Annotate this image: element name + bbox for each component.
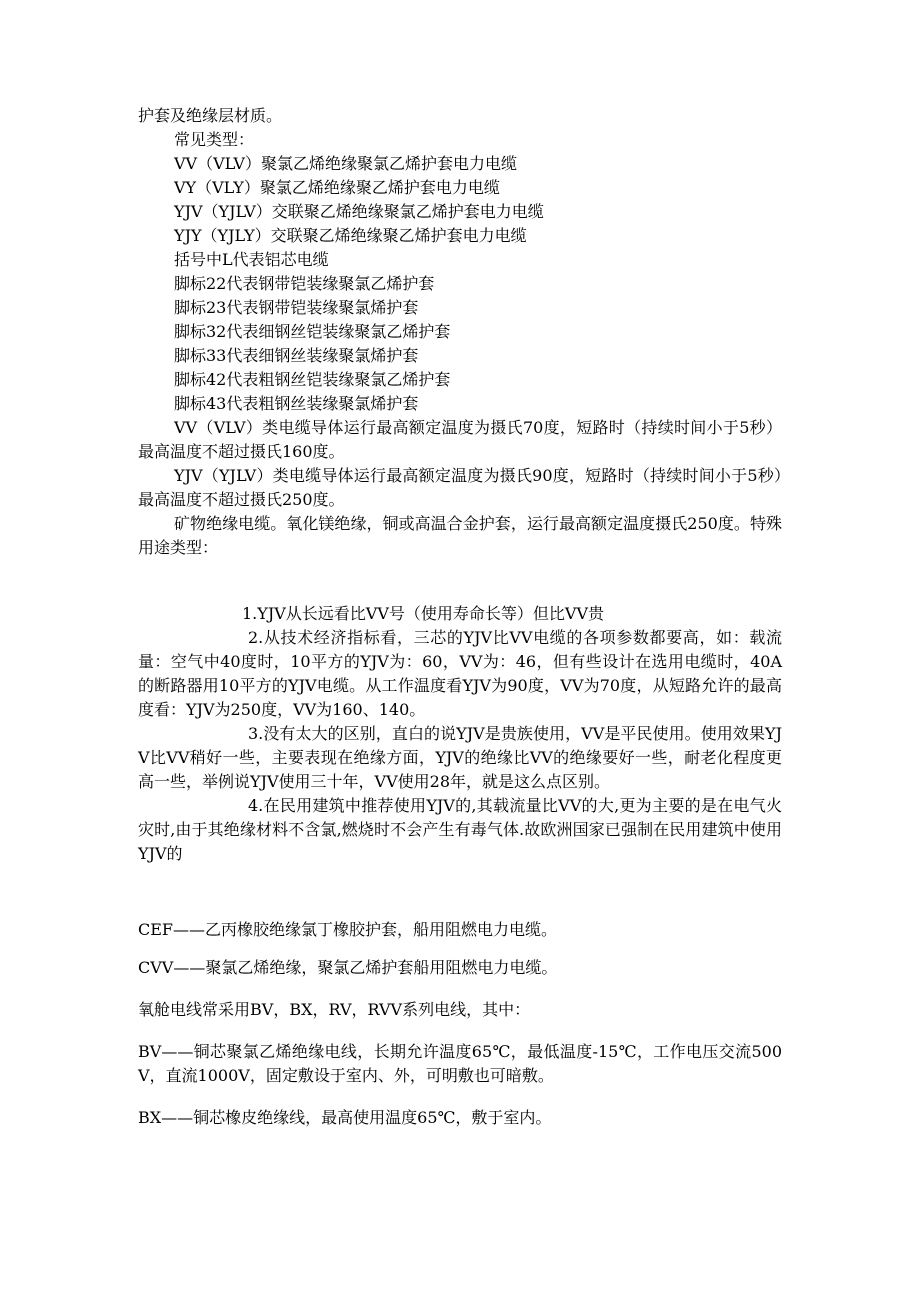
cvv-cable-paragraph: CVV——聚氯乙烯绝缘，聚氯乙烯护套船用阻燃电力电缆。 — [138, 958, 558, 977]
list-item: 脚标43代表粗钢丝装缘聚氯烯护套 — [174, 394, 419, 413]
bx-wire-paragraph: BX——铜芯橡皮绝缘线，最高使用温度65℃，敷于室内。 — [138, 1108, 552, 1127]
list-item: 脚标22代表钢带铠装缘聚氯乙烯护套 — [174, 274, 435, 293]
list-item: VY（VLY）聚氯乙烯绝缘聚乙烯护套电力电缆 — [174, 178, 500, 197]
cef-cable-paragraph: CEF——乙丙橡胶绝缘氯丁橡胶护套，船用阻燃电力电缆。 — [138, 920, 558, 939]
list-item: 括号中L代表铝芯电缆 — [174, 250, 329, 269]
spacer — [138, 560, 782, 602]
document-page — [138, 104, 782, 1130]
list-item: 常见类型： — [174, 130, 255, 149]
yjv-temperature-paragraph: YJV（YJLV）类电缆导体运行最高额定温度为摄氏90度，短路时（持续时间小于5秒）最高温度不超过摄氏250度。 — [138, 466, 782, 509]
list-item: 脚标33代表细钢丝装缘聚氯烯护套 — [174, 346, 419, 365]
comparison-item-2: 2.从技术经济指标看，三芯的YJV比VV电缆的各项参数都要高，如：载流量：空气中40度时，10平方的YJV为：60，VV为：46，但有些设计在选用电缆时，40A的断路器用10平方的YJV电缆。从工作温度看YJV为90度，VV为70度，从短路允许的最高度看：YJV为250度，VV为160、140。 — [138, 628, 782, 719]
oxygen-chamber-paragraph: 氧舱电线常采用BV，BX，RV，RVV系列电线，其中： — [138, 1000, 531, 1019]
list-item: 脚标32代表细钢丝铠装缘聚氯乙烯护套 — [174, 322, 451, 341]
list-item: 脚标23代表钢带铠装缘聚氯烯护套 — [174, 298, 419, 317]
list-item: VV（VLV）聚氯乙烯绝缘聚氯乙烯护套电力电缆 — [174, 154, 517, 173]
list-item: 脚标42代表粗钢丝铠装缘聚氯乙烯护套 — [174, 370, 451, 389]
list-item: YJV（YJLV）交联聚乙烯绝缘聚氯乙烯护套电力电缆 — [174, 202, 544, 221]
bv-wire-paragraph: BV——铜芯聚氯乙烯绝缘电线，长期允许温度65℃，最低温度-15℃，工作电压交流500V，直流1000V，固定敷设于室内、外，可明敷也可暗敷。 — [138, 1042, 782, 1085]
comparison-item-3: 3.没有太大的区别，直白的说YJV是贵族使用，VV是平民使用。使用效果YJV比VV稍好一些，主要表现在绝缘方面，YJV的绝缘比VV的绝缘要好一些，耐老化程度更高一些，举例说YJV使用三十年，VV使用28年，就是这么点区别。 — [138, 724, 782, 791]
comparison-item-4: 4.在民用建筑中推荐使用YJV的,其载流量比VV的大,更为主要的是在电气火灾时,由于其绝缘材料不含氯,燃烧时不会产生有毒气体.故欧洲国家已强制在民用建筑中使用YJV的 — [138, 796, 782, 863]
spacer — [138, 866, 782, 918]
comparison-item-1: 1.YJV从长远看比VV号（使用寿命长等）但比VV贵 — [242, 604, 605, 623]
mineral-cable-paragraph: 矿物绝缘电缆。氧化镁绝缘，铜或高温合金护套，运行最高额定温度摄氏250度。特殊用途类型： — [138, 514, 782, 557]
vv-temperature-paragraph: VV（VLV）类电缆导体运行最高额定温度为摄氏70度，短路时（持续时间小于5秒）最高温度不超过摄氏160度。 — [138, 418, 782, 461]
intro-line: 护套及绝缘层材质。 — [138, 106, 283, 125]
list-item: YJY（YJLY）交联聚乙烯绝缘聚乙烯护套电力电缆 — [174, 226, 527, 245]
